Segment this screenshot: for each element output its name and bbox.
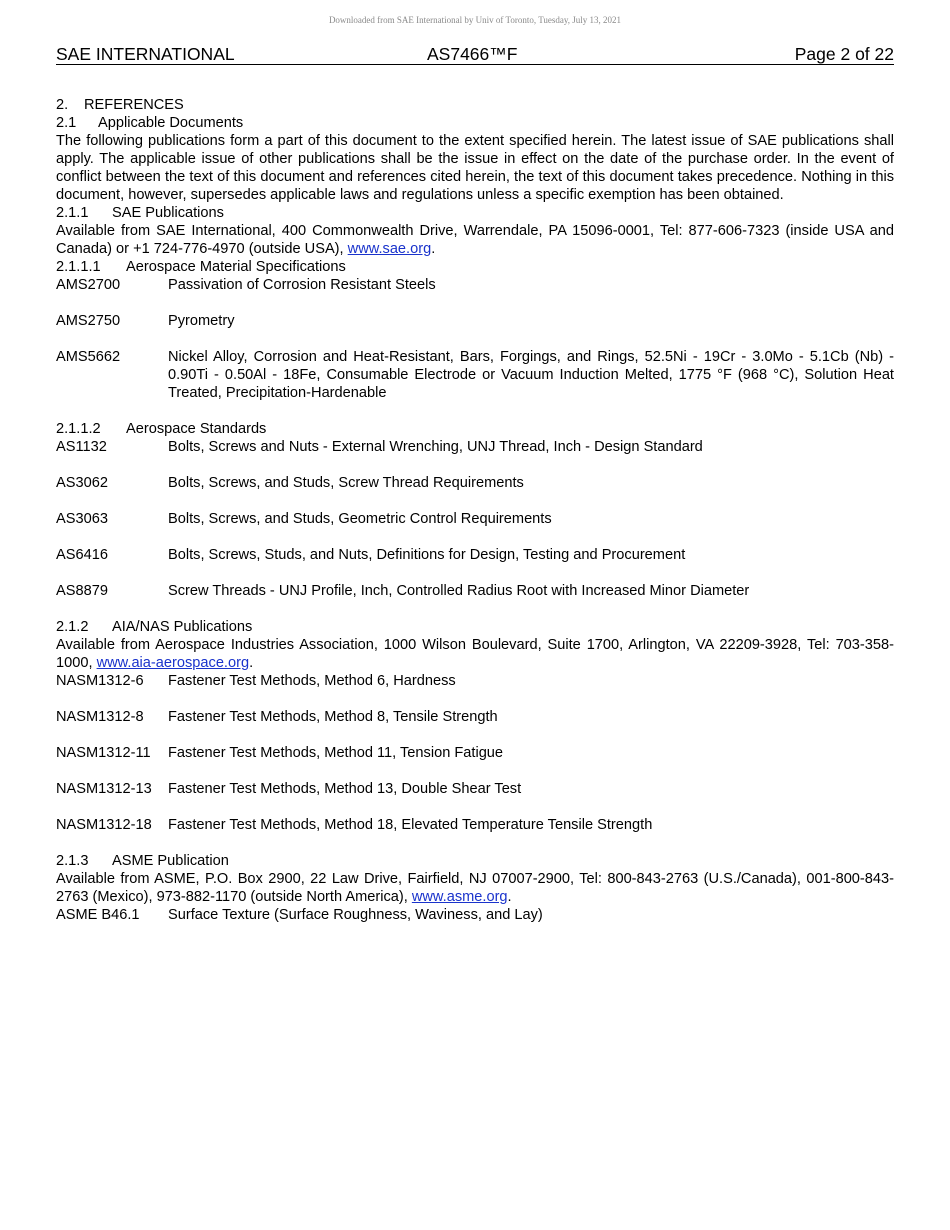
reference-code: AS1132	[56, 439, 107, 455]
heading-title: ASME Publication	[112, 853, 229, 869]
asme-website-link[interactable]: www.asme.org	[411, 889, 508, 905]
availability-text: Available from Aerospace Industries Association, 1000 Wilson Boulevard, Suite 1700, Arlington, VA 22209-3928, Tel: 703-358-1000,	[56, 637, 894, 671]
reference-code: NASM1312-6	[56, 673, 144, 689]
reference-code: AS3063	[56, 511, 108, 527]
aia-availability-paragraph	[56, 636, 894, 672]
reference-title: Bolts, Screws, and Studs, Geometric Control Requirements	[168, 511, 552, 527]
heading-number: 2.1	[56, 115, 77, 131]
heading-title: AIA/NAS Publications	[112, 619, 253, 635]
reference-entry	[56, 906, 894, 924]
reference-title: Pyrometry	[168, 313, 235, 329]
sae-availability-paragraph	[56, 222, 894, 258]
heading-title: Applicable Documents	[98, 115, 244, 131]
reference-entry	[56, 474, 894, 492]
reference-entry	[56, 744, 894, 762]
reference-code: AS3062	[56, 475, 108, 491]
heading-sae-publications	[56, 204, 894, 222]
section-heading-references	[56, 96, 894, 114]
reference-code: AS6416	[56, 547, 108, 563]
reference-title: Fastener Test Methods, Method 6, Hardness	[168, 673, 456, 689]
reference-code: NASM1312-8	[56, 709, 144, 725]
document-body	[56, 96, 894, 942]
heading-aia-nas-publications	[56, 618, 894, 636]
header-doc-id: AS7466™F	[427, 44, 518, 64]
reference-title: Fastener Test Methods, Method 13, Double Shear Test	[168, 781, 522, 797]
heading-applicable-documents	[56, 114, 894, 132]
reference-entry	[56, 582, 894, 600]
reference-title: Passivation of Corrosion Resistant Steels	[168, 277, 436, 293]
asme-availability-paragraph	[56, 870, 894, 906]
page-header	[56, 44, 894, 65]
header-org: SAE INTERNATIONAL	[56, 44, 235, 64]
section-title: REFERENCES	[84, 97, 184, 113]
heading-number: 2.1.1.1	[56, 259, 101, 275]
reference-code: AS8879	[56, 583, 108, 599]
heading-aerospace-material-specifications	[56, 258, 894, 276]
punctuation: .	[249, 655, 254, 671]
heading-title: Aerospace Standards	[126, 421, 267, 437]
heading-title: Aerospace Material Specifications	[126, 259, 346, 275]
heading-number: 2.1.3	[56, 853, 89, 869]
reference-entry	[56, 816, 894, 834]
reference-code: AMS2750	[56, 313, 121, 329]
download-watermark: Downloaded from SAE International by Univ of Toronto, Tuesday, July 13, 2021	[328, 15, 622, 25]
reference-title: Screw Threads - UNJ Profile, Inch, Controlled Radius Root with Increased Minor Diameter	[168, 583, 750, 599]
reference-entry	[56, 708, 894, 726]
reference-title: Bolts, Screws, Studs, and Nuts, Definitions for Design, Testing and Procurement	[168, 547, 686, 563]
reference-entry	[56, 276, 894, 294]
reference-title: Bolts, Screws, and Studs, Screw Thread Requirements	[168, 475, 524, 491]
reference-title: Fastener Test Methods, Method 8, Tensile Strength	[168, 709, 498, 725]
reference-title: Nickel Alloy, Corrosion and Heat-Resistant, Bars, Forgings, and Rings, 52.5Ni - 19Cr - 3.0Mo - 5.1Cb (Nb) - 0.90Ti - 0.50Al - 18Fe, Consumable Electrode or Vacuum Induction Melted, 1775 °F (968 °C), Solution Heat Treated, Precipitation-Hardenable	[168, 349, 894, 401]
reference-code: NASM1312-11	[56, 745, 151, 761]
section-number: 2.	[56, 97, 69, 113]
punctuation: .	[431, 241, 436, 257]
heading-aerospace-standards	[56, 420, 894, 438]
reference-code: AMS2700	[56, 277, 121, 293]
reference-code: ASME B46.1	[56, 907, 140, 923]
reference-title: Bolts, Screws and Nuts - External Wrenching, UNJ Thread, Inch - Design Standard	[168, 439, 703, 455]
reference-entry	[56, 438, 894, 456]
reference-entry	[56, 672, 894, 690]
reference-entry	[56, 546, 894, 564]
intro-paragraph: The following publications form a part of this document to the extent specified herein. The latest issue of SAE publications shall apply. The applicable issue of other publications shall be the issue in effect on the date of the purchase order. In the event of conflict between the text of this document and references cited herein, the text of this document takes precedence. Nothing in this document, however, supersedes applicable laws and regulations unless a specific exemption has been obtained.	[56, 133, 894, 203]
reference-title: Fastener Test Methods, Method 18, Elevated Temperature Tensile Strength	[168, 817, 653, 833]
reference-title: Surface Texture (Surface Roughness, Waviness, and Lay)	[168, 907, 543, 923]
reference-entry	[56, 312, 894, 330]
sae-website-link[interactable]: www.sae.org	[347, 241, 432, 257]
reference-code: NASM1312-18	[56, 817, 152, 833]
reference-code: AMS5662	[56, 349, 121, 365]
reference-entry	[56, 780, 894, 798]
availability-text: Available from SAE International, 400 Commonwealth Drive, Warrendale, PA 15096-0001, Tel: 877-606-7323 (inside USA and Canada) or +1 724-776-4970 (outside USA),	[56, 223, 894, 257]
heading-number: 2.1.1	[56, 205, 89, 221]
reference-code: NASM1312-13	[56, 781, 152, 797]
heading-asme-publication	[56, 852, 894, 870]
reference-title: Fastener Test Methods, Method 11, Tension Fatigue	[168, 745, 504, 761]
availability-text: Available from ASME, P.O. Box 2900, 22 Law Drive, Fairfield, NJ 07007-2900, Tel: 800-843-2763 (U.S./Canada), 001-800-843-2763 (Mexico), 973-882-1170 (outside North America),	[56, 871, 894, 905]
punctuation: .	[507, 889, 512, 905]
header-page-number: Page 2 of 22	[794, 44, 894, 64]
aia-website-link[interactable]: www.aia-aerospace.org	[96, 655, 250, 671]
heading-number: 2.1.2	[56, 619, 89, 635]
reference-entry	[56, 510, 894, 528]
reference-entry	[56, 348, 894, 402]
heading-number: 2.1.1.2	[56, 421, 101, 437]
heading-title: SAE Publications	[112, 205, 224, 221]
